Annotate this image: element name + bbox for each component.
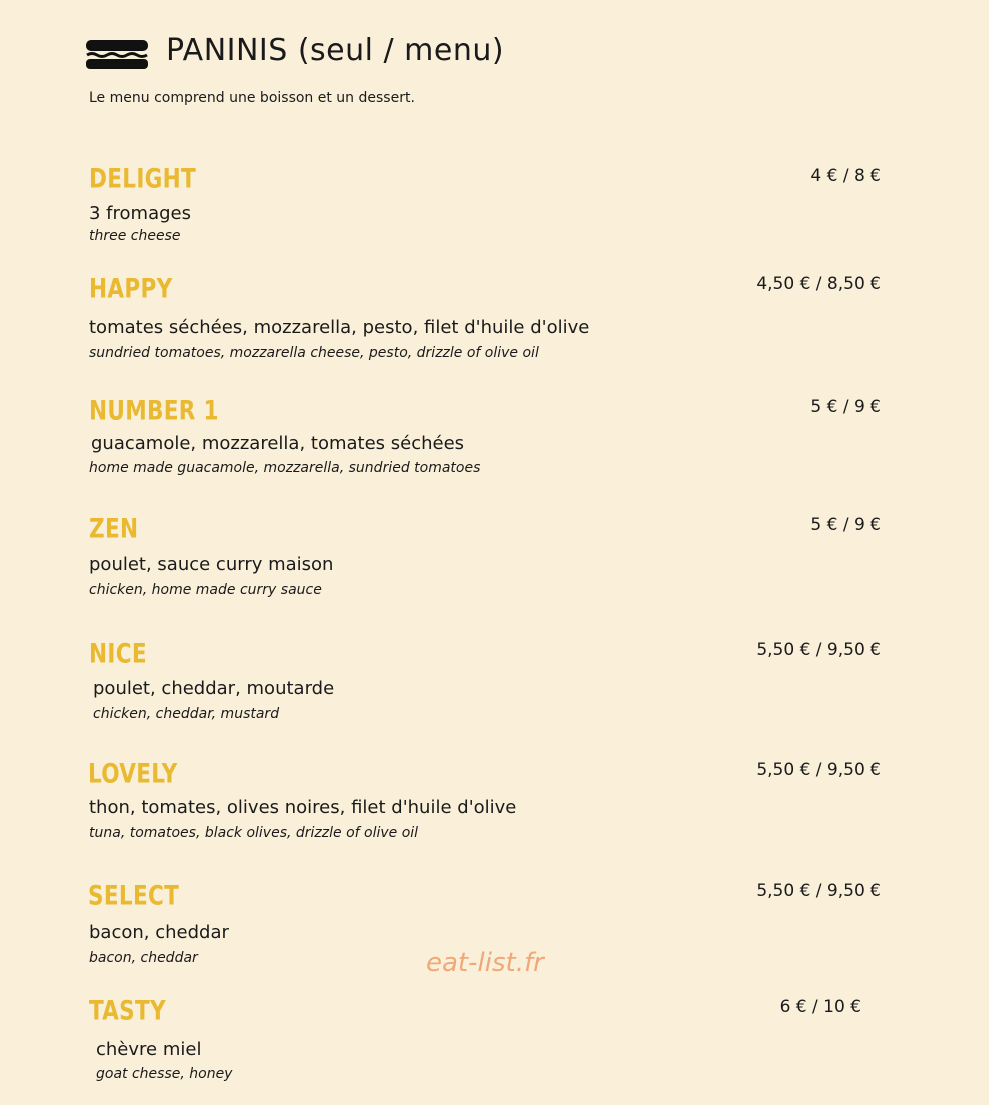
item-description: guacamole, mozzarella, tomates séchées	[91, 433, 465, 454]
item-description: 3 fromages	[89, 203, 191, 224]
menu-item-tasty	[0, 995, 989, 1105]
item-price: 4 € / 8 €	[810, 166, 881, 186]
item-name: SELECT	[88, 880, 180, 912]
item-price: 5 € / 9 €	[810, 397, 881, 417]
item-name: LOVELY	[88, 758, 178, 790]
item-description-en: home made guacamole, mozzarella, sundried tomatoes	[89, 460, 481, 476]
item-price: 4,50 € / 8,50 €	[756, 274, 881, 294]
item-description-en: bacon, cheddar	[89, 950, 198, 966]
watermark: eat-list.fr	[426, 948, 544, 978]
item-price: 5,50 € / 9,50 €	[756, 640, 881, 660]
item-name: NUMBER 1	[89, 395, 219, 427]
menu-item-delight	[0, 163, 989, 273]
item-price: 5,50 € / 9,50 €	[756, 881, 881, 901]
menu-item-nice	[0, 638, 989, 748]
item-price: 5 € / 9 €	[810, 515, 881, 535]
sandwich-icon	[86, 40, 148, 70]
menu-note: Le menu comprend une boisson et un dessert.	[89, 90, 415, 106]
item-description: poulet, cheddar, moutarde	[93, 678, 335, 699]
item-description-en: tuna, tomatoes, black olives, drizzle of olive oil	[89, 825, 419, 841]
item-description-en: chicken, cheddar, mustard	[93, 706, 280, 722]
item-price: 6 € / 10 €	[779, 997, 861, 1017]
item-description: thon, tomates, olives noires, filet d'huile d'olive	[89, 797, 517, 818]
item-description-en: chicken, home made curry sauce	[89, 582, 322, 598]
item-name: TASTY	[89, 995, 166, 1027]
item-description-en: sundried tomatoes, mozzarella cheese, pesto, drizzle of olive oil	[89, 345, 539, 361]
menu-item-lovely	[0, 758, 989, 868]
item-description: tomates séchées, mozzarella, pesto, filet d'huile d'olive	[89, 317, 590, 338]
item-description: poulet, sauce curry maison	[89, 554, 334, 575]
item-description: chèvre miel	[96, 1039, 202, 1060]
page-title: PANINIS (seul / menu)	[166, 33, 505, 68]
item-name: DELIGHT	[89, 163, 197, 195]
menu-item-happy	[0, 273, 989, 383]
item-name: ZEN	[89, 513, 139, 545]
item-description-en: three cheese	[89, 228, 181, 244]
item-price: 5,50 € / 9,50 €	[756, 760, 881, 780]
item-description-en: goat chesse, honey	[96, 1066, 233, 1082]
item-name: NICE	[89, 638, 147, 670]
menu-item-zen	[0, 513, 989, 623]
item-name: HAPPY	[89, 273, 173, 305]
item-description: bacon, cheddar	[89, 922, 229, 943]
menu-item-number-1	[0, 395, 989, 505]
